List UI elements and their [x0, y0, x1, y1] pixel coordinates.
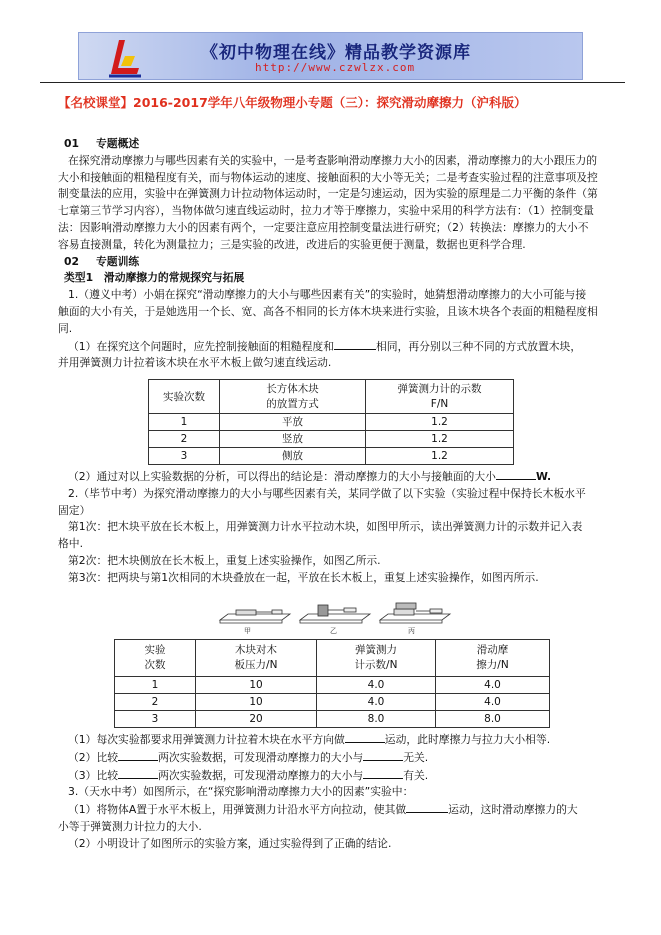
overview-line: 大小和接触面的粗糙程度有关，而与物体运动的速度、接触面积的大小等无关；二是考查实验过程的注意事项及控: [58, 170, 598, 184]
q1-stem-line: 同.: [58, 321, 73, 335]
table-cell: 侧放: [220, 448, 366, 465]
table-cell: 4.0: [436, 677, 550, 694]
q3-part2-line: （2）小明设计了如图所示的实验方案，通过实验得到了正确的结论.: [68, 836, 392, 850]
overview-line: 容易直接测量，转化为测量拉力；三是实验的改进，改进后的实验更便于测量，数据也更科学合理.: [58, 237, 526, 251]
answer-blank[interactable]: [118, 749, 158, 761]
q2-answer-line: （1）每次实验都要求用弹簧测力计拉着木块在水平方向做 运动，此时摩擦力与拉力大小相等.: [68, 733, 551, 746]
table-cell: 4.0: [436, 694, 550, 711]
table-cell: 8.0: [317, 711, 436, 728]
table-cell: 8.0: [436, 711, 550, 728]
q3-part1-line: 小等于弹簧测力计拉力的大小.: [58, 819, 202, 833]
header-banner: [78, 32, 583, 80]
q1-part1-line: 并用弹簧测力计拉着该木块在水平木板上做匀速直线运动.: [58, 356, 332, 370]
table-cell: 3: [149, 448, 220, 465]
table-cell: 10: [196, 694, 317, 711]
q2-step-line: 格中.: [58, 537, 84, 551]
table-cell: 2: [115, 694, 196, 711]
table-cell: 20: [196, 711, 317, 728]
answer-blank[interactable]: [345, 731, 385, 743]
q1-stem-line: 1.（遵义中考）小娟在探究“滑动摩擦力的大小与哪些因素有关”的实验时，她猜想滑动摩擦力的大小可能与接: [68, 288, 587, 302]
table-header: 实验 次数: [115, 640, 196, 677]
overview-line: 法：因影响滑动摩擦力大小的因素有两个，一定要注意应用控制变量法进行研究；（2）转换法：摩擦力的大小不: [58, 220, 589, 234]
banner-title: 《初中物理在线》精品教学资源库: [201, 43, 471, 63]
table-header: 木块对木 板压力/N: [196, 640, 317, 677]
q2-answer-line: （2）比较 两次实验数据，可发现滑动摩擦力的大小与 无关.: [68, 750, 429, 764]
table-cell: 2: [149, 431, 220, 448]
type-heading: 类型1 滑动摩擦力的常规探究与拓展: [64, 271, 245, 285]
answer-blank[interactable]: [334, 338, 376, 350]
answer-blank[interactable]: [363, 749, 403, 761]
section-overview: [58, 136, 623, 372]
overview-line: 制变量法的应用，实验中在弹簧测力计拉动物体运动时，一定是匀速运动，因为实验的原理是二力平衡的条件（第: [58, 187, 598, 201]
table-cell: 竖放: [220, 431, 366, 448]
answer-blank[interactable]: [406, 801, 448, 813]
table-cell: 4.0: [317, 677, 436, 694]
q2-answer-line: （3）比较 两次实验数据，可发现滑动摩擦力的大小与 有关.: [68, 768, 429, 782]
section-heading-training: 02 专题训练: [64, 254, 140, 268]
answer-blank[interactable]: [363, 767, 403, 779]
table-header: 弹簧测力 计示数/N: [317, 640, 436, 677]
answer-blank[interactable]: [118, 767, 158, 779]
table-cell: 1.2: [366, 414, 514, 431]
table-cell: 4.0: [317, 694, 436, 711]
site-logo: [105, 36, 145, 78]
document-title: 【名校课堂】2016-2017学年八年级物理小专题（三）：探究滑动摩擦力（沪科版）: [58, 95, 527, 110]
section-heading-overview: 01 专题概述: [64, 137, 140, 150]
table-header: 长方体木块 的放置方式: [220, 380, 366, 414]
q2-stem-line: 2.（毕节中考）为探究滑动摩擦力的大小与哪些因素有关，某同学做了以下实验（实验过程中保持长木板水平: [68, 486, 586, 500]
table-cell: 10: [196, 677, 317, 694]
answer-blank[interactable]: [496, 468, 536, 480]
table-header: 实验次数: [149, 380, 220, 414]
q3-stem-line: 3.（天水中考）如图所示，在“探究影响滑动摩擦力大小的因素”实验中：: [68, 785, 414, 799]
experiment-figures: [218, 598, 453, 636]
overview-line: 在探究滑动摩擦力与哪些因素有关的实验中，一是考查影响滑动摩擦力大小的因素，滑动摩擦力的大小跟压力的: [68, 153, 598, 167]
q1-stem-line: 触面的大小有关，于是她选用一个长、宽、高各不相同的长方体木块来进行实验，且该木块各个表面的粗糙程度相: [58, 304, 598, 318]
q1-part2-line: （2）通过对以上实验数据的分析，可以得出的结论是：滑动摩擦力的大小与接触面的大小 W.: [68, 470, 552, 483]
q1-data-table: [148, 379, 514, 465]
table-cell: 1: [115, 677, 196, 694]
banner-url[interactable]: http://www.czwlzx.com: [255, 61, 416, 74]
q2-step-line: 第2次：把木块侧放在长木板上，重复上述实验操作，如图乙所示.: [68, 553, 381, 567]
q1-part1-line: （1）在探究这个问题时，应先控制接触面的粗糙程度和 相同，再分别以三种不同的方式放置木块，: [68, 339, 582, 353]
figure-label: 丙: [408, 627, 415, 635]
q3-part1-line: （1）将物体A置于水平木板上，用弹簧测力计沿水平方向拉动，使其做 运动，这时滑动摩擦力的大: [68, 803, 578, 817]
q2-step-line: 第3次：把两块与第1次相同的木块叠放在一起，平放在长木板上，重复上述实验操作，如图丙所示.: [68, 570, 539, 584]
q2-data-table: [114, 639, 550, 728]
table-cell: 1.2: [366, 448, 514, 465]
header-divider: [40, 82, 625, 83]
figure-label: 甲: [244, 627, 251, 635]
q2-step-line: 第1次：把木块平放在长木板上，用弹簧测力计水平拉动木块，如图甲所示，读出弹簧测力计的示数并记入表: [68, 520, 583, 534]
table-cell: 3: [115, 711, 196, 728]
section-q2-q3: [58, 731, 623, 853]
table-cell: 平放: [220, 414, 366, 431]
q2-stem-line: 固定）: [58, 503, 91, 517]
table-header: 滑动摩 擦力/N: [436, 640, 550, 677]
table-cell: 1.2: [366, 431, 514, 448]
overview-line: 七章第三节学习内容），当物体做匀速直线运动时，拉力才等于摩擦力，实验中采用的科学方法有：（1）控制变量: [58, 204, 594, 218]
table-header: 弹簧测力计的示数 F/N: [366, 380, 514, 414]
section-q1-q2: [58, 468, 623, 587]
figure-label: 乙: [330, 627, 337, 635]
table-cell: 1: [149, 414, 220, 431]
